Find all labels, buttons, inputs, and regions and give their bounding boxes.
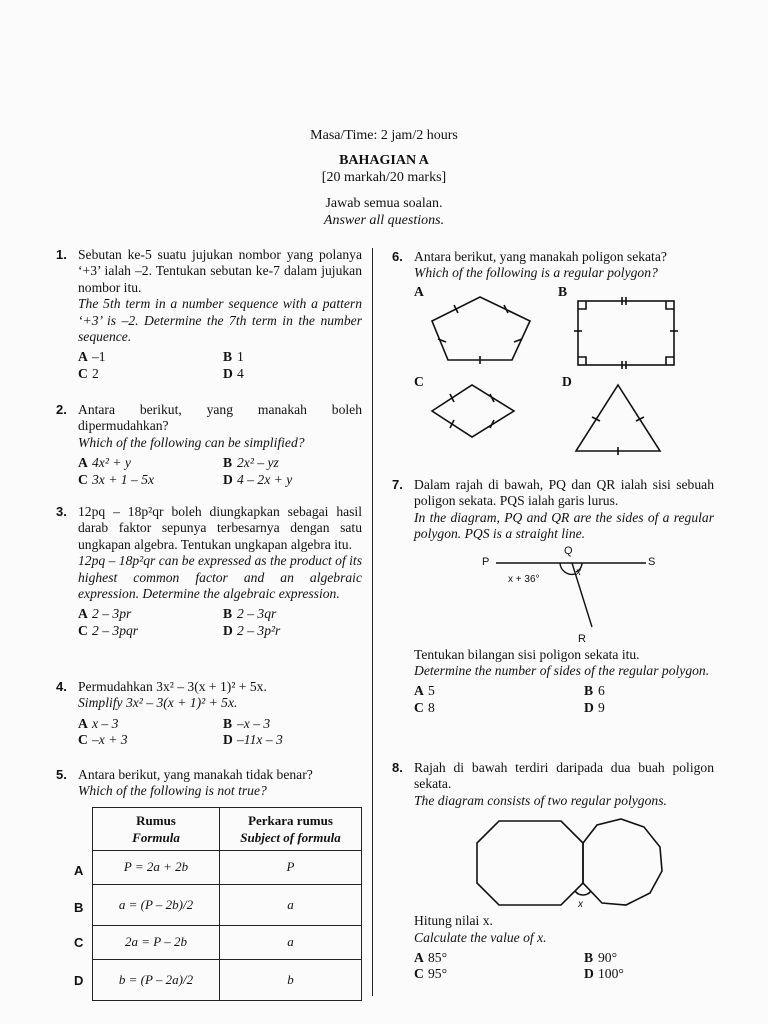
question-text-ms: Permudahkan 3x² – 3(x + 1)² + 5x. — [78, 679, 267, 694]
table-header-formula: Rumus Formula — [93, 808, 220, 851]
question-text-ms: Dalam rajah di bawah, PQ dan QR ialah sisi sebuah poligon sekata. PQS ialah garis lurus. — [414, 477, 714, 509]
marks-line: [20 markah/20 marks] — [321, 170, 447, 185]
question-text-ms: 12pq – 18p²qr boleh diungkapkan sebagai hasil darab faktor sepunya terbesarnya dengan satu ungkapan algebra. Tentukan ungkapan algebra itu. — [78, 504, 362, 552]
option-c[interactable]: C — [74, 935, 84, 950]
question-number: 7. — [392, 477, 403, 492]
question-text-ms: Rajah di bawah terdiri daripada dua buah poligon sekata. — [414, 760, 714, 792]
option-b[interactable]: B –x – 3 — [223, 715, 271, 731]
option-d[interactable]: D 100° — [584, 966, 624, 982]
option-a[interactable]: A — [74, 863, 84, 878]
option-b[interactable]: B 90° — [584, 950, 618, 966]
shape-label-a[interactable]: A — [414, 284, 424, 299]
triangle-shape — [576, 385, 660, 451]
options — [78, 455, 362, 488]
question-text-en: Which of the following is not true? — [78, 783, 267, 799]
question-2 — [56, 402, 362, 488]
two-polygons — [477, 819, 662, 905]
option-a[interactable]: A 85° — [414, 950, 448, 966]
table-row: b = (P – 2a)/2 b — [93, 960, 362, 1001]
question-text-en: In the diagram, PQ and QR are the sides of a regular polygon. PQS is a straight line. — [414, 509, 714, 542]
question-text-ms: Antara berikut, yang manakah poligon sekata? — [414, 249, 667, 264]
option-a[interactable]: A 5 — [414, 683, 435, 699]
exam-header — [0, 128, 768, 230]
instruction-en: Answer all questions. — [323, 213, 445, 228]
shape-label-d[interactable]: D — [562, 374, 572, 389]
question-text-en-2: Calculate the value of x. — [414, 929, 547, 945]
question-text-ms-2: Hitung nilai x. — [414, 913, 493, 929]
option-d[interactable]: D 4 – 2x + y — [223, 471, 293, 487]
question-6 — [392, 249, 714, 389]
pentagon-shape — [432, 297, 530, 360]
options — [414, 683, 714, 716]
polygon-figures — [422, 293, 682, 455]
option-a[interactable]: A 2 – 3pr — [78, 606, 132, 622]
question-8 — [392, 760, 714, 983]
options — [414, 950, 714, 983]
question-text-en: The diagram consists of two regular polygons. — [414, 792, 667, 808]
question-text-en: Which of the following is a regular polygon? — [414, 265, 658, 281]
option-c[interactable]: C 3x + 1 – 5x — [78, 471, 155, 487]
options — [78, 349, 362, 382]
table-header-subject: Perkara rumus Subject of formula — [220, 808, 362, 851]
option-d[interactable]: D — [74, 973, 84, 988]
instruction-ms: Jawab semua soalan. — [325, 196, 443, 211]
option-b[interactable]: B — [74, 900, 84, 915]
question-number: 2. — [56, 402, 67, 417]
question-text-ms: Antara berikut, yang manakah tidak benar? — [78, 767, 313, 782]
option-d[interactable]: D 2 – 3p²r — [223, 622, 281, 638]
option-d[interactable]: D 4 — [223, 365, 244, 381]
question-text-en: Simplify 3x² – 3(x + 1)² + 5x. — [78, 695, 238, 711]
rhombus-shape — [432, 385, 514, 437]
option-c[interactable]: C 2 – 3pqr — [78, 622, 139, 638]
option-b[interactable]: B 1 — [223, 349, 244, 365]
shape-label-b[interactable]: B — [558, 284, 568, 299]
option-c[interactable]: C 95° — [414, 966, 448, 982]
question-text-ms: Antara berikut, yang manakah boleh dipermudahkan? — [78, 402, 362, 434]
section-title: BAHAGIAN A — [339, 153, 429, 168]
question-text-ms: Sebutan ke-5 suatu jujukan nombor yang polanya ‘+3’ ialah –2. Tentukan sebutan ke-7 dalam jujukan nombor itu. — [78, 247, 362, 295]
option-c[interactable]: C 8 — [414, 699, 435, 715]
question-3 — [56, 504, 362, 639]
options — [78, 606, 362, 639]
option-c[interactable]: C –x + 3 — [78, 732, 128, 748]
column-divider — [372, 248, 373, 996]
polygons-diagram: x — [414, 809, 714, 909]
option-d[interactable]: D –11x – 3 — [223, 732, 283, 748]
table-row: a = (P – 2b)/2 a — [93, 885, 362, 926]
question-7 — [392, 477, 714, 716]
option-b[interactable]: B 6 — [584, 683, 605, 699]
question-1 — [56, 247, 362, 382]
table-row: P = 2a + 2b P — [93, 851, 362, 885]
question-number: 3. — [56, 504, 67, 519]
shape-label-c[interactable]: C — [414, 374, 424, 389]
question-number: 4. — [56, 679, 67, 694]
question-number: 8. — [392, 760, 403, 775]
option-a[interactable]: A 4x² + y — [78, 455, 131, 471]
options — [78, 716, 362, 749]
question-number: 1. — [56, 247, 67, 262]
option-d[interactable]: D 9 — [584, 699, 605, 715]
question-text-en: 12pq – 18p²qr can be expressed as the product of its highest common factor and an algebraic expression. Determine the algebraic expression. — [78, 553, 362, 602]
rectangle-shape — [578, 301, 674, 365]
question-text-en: Which of the following can be simplified? — [78, 434, 305, 450]
option-b[interactable]: B 2 – 3qr — [223, 606, 277, 622]
option-a[interactable]: A x – 3 — [78, 715, 119, 731]
question-text-en: The 5th term in a number sequence with a pattern ‘+3’ is –2. Determine the 7th term in the number sequence. — [78, 296, 362, 345]
option-c[interactable]: C 2 — [78, 365, 99, 381]
formula-table — [92, 807, 362, 1001]
time-line: Masa/Time: 2 jam/2 hours — [310, 128, 458, 143]
option-a[interactable]: A –1 — [78, 349, 106, 365]
question-4 — [56, 679, 362, 749]
question-number: 5. — [56, 767, 67, 782]
question-text-ms-2: Tentukan bilangan sisi poligon sekata itu. — [414, 646, 640, 662]
question-5 — [0, 767, 362, 988]
option-b[interactable]: B 2x² – yz — [223, 455, 279, 471]
table-row: 2a = P – 2b a — [93, 926, 362, 960]
question-text-en-2: Determine the number of sides of the regular polygon. — [414, 663, 710, 679]
question-number: 6. — [392, 249, 403, 264]
angle-diagram: P Q S x x + 36° R — [482, 544, 656, 645]
